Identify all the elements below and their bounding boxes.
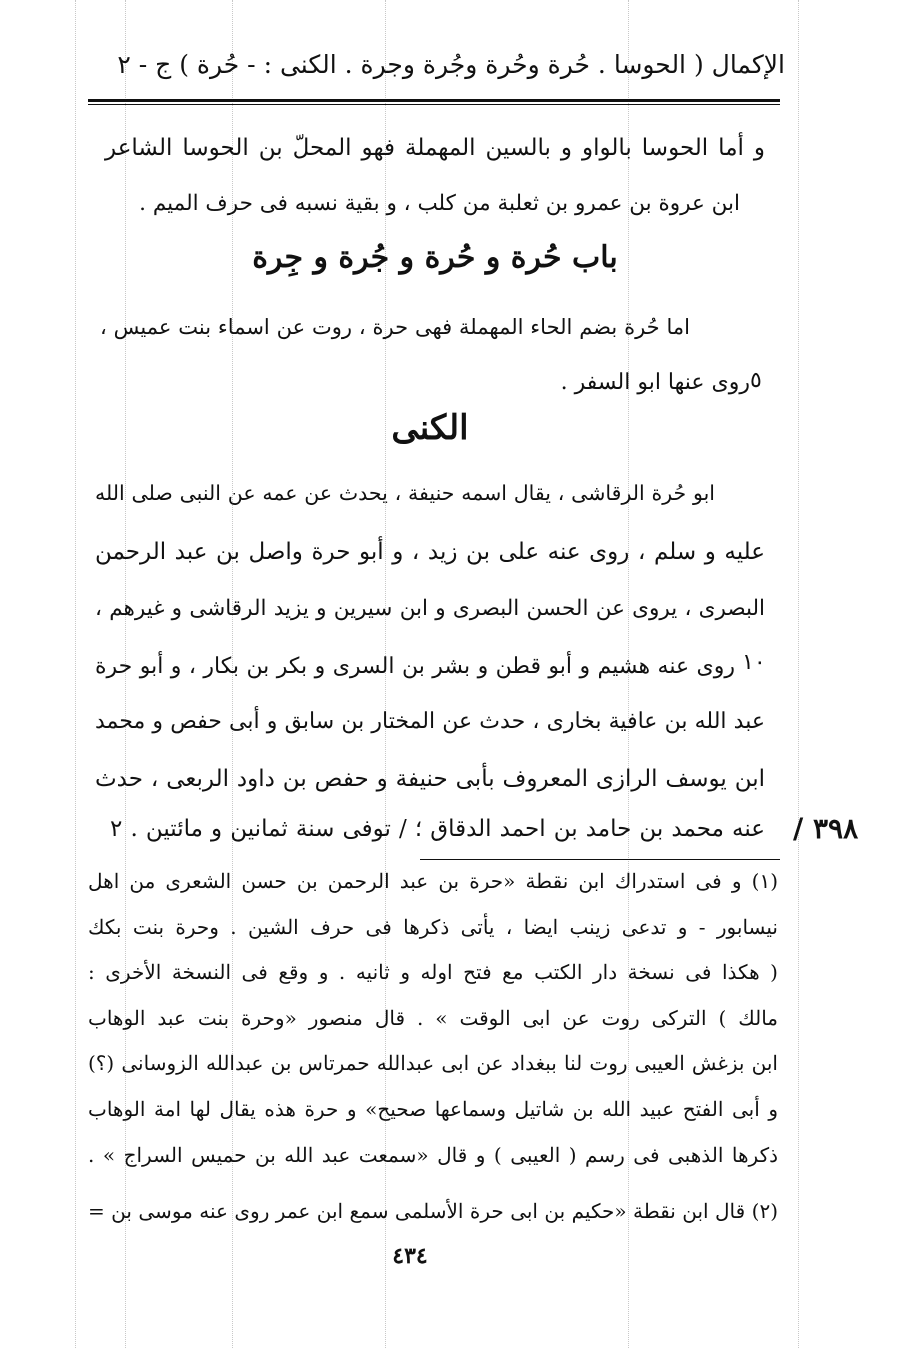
header-rule-thin — [88, 104, 780, 105]
footnote-line: ذكرها الذهبى فى رسم ( العيبى ) و قال «سمعت عبد الله بن حميس السراج » . — [88, 1143, 778, 1167]
text-line: عبد الله بن عافية بخارى ، حدث عن المختار بن سابق و أبى حفص و محمد — [95, 709, 765, 734]
text-line: عليه و سلم ، روى عنه على بن زيد ، و أبو حرة واصل بن عبد الرحمن — [95, 539, 765, 565]
text-line: و أما الحوسا بالواو و بالسين المهملة فهو المحلّ بن الحوسا الشاعر — [105, 135, 765, 161]
text-line: ابن يوسف الرازى المعروف بأبى حنيفة و حفص بن داود الربعى ، حدث — [95, 766, 765, 792]
footnote-line: و أبى الفتح عبيد الله بن شاتيل وسماعها صحيح» و حرة هذه يقال لها امة الوهاب — [88, 1097, 778, 1121]
text-line: روى عنه هشيم و أبو قطن و بشر بن السرى و بكر بن بكار ، و أبو حرة — [95, 654, 735, 679]
kuna-heading: الكنى — [391, 408, 469, 448]
text-line: عنه محمد بن حامد بن احمد الدقاق ؛ / توفى سنة ثمانين و مائتين . ٢ — [110, 816, 765, 842]
header-rule — [88, 99, 780, 102]
line-marker: ٥ — [750, 368, 762, 393]
footnote-rule — [420, 859, 780, 860]
running-header: الإكمال ( الحوسا . حُرة وحُرة وجُرة وجرة . الكنى : - حُرة ) ج - ٢ — [117, 50, 785, 79]
footnote-line: ( هكذا فى نسخة دار الكتب مع فتح اوله و ثانيه . و وقع فى النسخة الأخرى : — [88, 960, 778, 984]
text-line: روى عنها ابو السفر . — [560, 370, 750, 395]
footnote-line: ابن بزغش العيبى روت لنا ببغداد عن ابى عبدالله حمرتاس بن عبدالله الزوسانى (؟) — [88, 1051, 778, 1075]
line-number: ١٠ — [742, 650, 766, 675]
text-line: البصرى ، يروى عن الحسن البصرى و ابن سيرين و يزيد الرقاشى و غيرهم ، — [95, 596, 765, 621]
page-number: ٤٣٤ — [392, 1243, 428, 1269]
footnote-line: مالك ) التركى روت عن ابى الوقت » . قال منصور «وحرة بنت عبد الوهاب — [88, 1006, 778, 1030]
footnote-line: نيسابور - و تدعى زينب ايضا ، يأتى ذكرها فى حرف الشين . وحرة بنت بكك — [88, 915, 778, 939]
text-line: اما حُرة بضم الحاء المهملة فهى حرة ، روت عن اسماء بنت عميس ، — [100, 315, 690, 339]
text-line: ابن عروة بن عمرو بن ثعلبة من كلب ، و بقية نسبه فى حرف الميم . — [139, 191, 740, 216]
footnote-line: (٢) قال ابن نقطة «حكيم بن ابى حرة الأسلمى سمع ابن عمر روى عنه موسى بن = — [88, 1199, 778, 1223]
scan-artifact-line — [75, 0, 76, 1348]
section-heading: باب حُرة و حُرة و جُرة و جِرة — [252, 240, 618, 275]
footnote-line: (١) و فى استدراك ابن نقطة «حرة بن عبد الرحمن بن حسن الشعرى من اهل — [88, 869, 778, 893]
scan-artifact-line — [798, 0, 799, 1348]
text-line: ابو حُرة الرقاشى ، يقال اسمه حنيفة ، يحدث عن عمه عن النبى صلى الله — [95, 481, 715, 505]
margin-reference: ٣٩٨ / — [793, 812, 859, 845]
